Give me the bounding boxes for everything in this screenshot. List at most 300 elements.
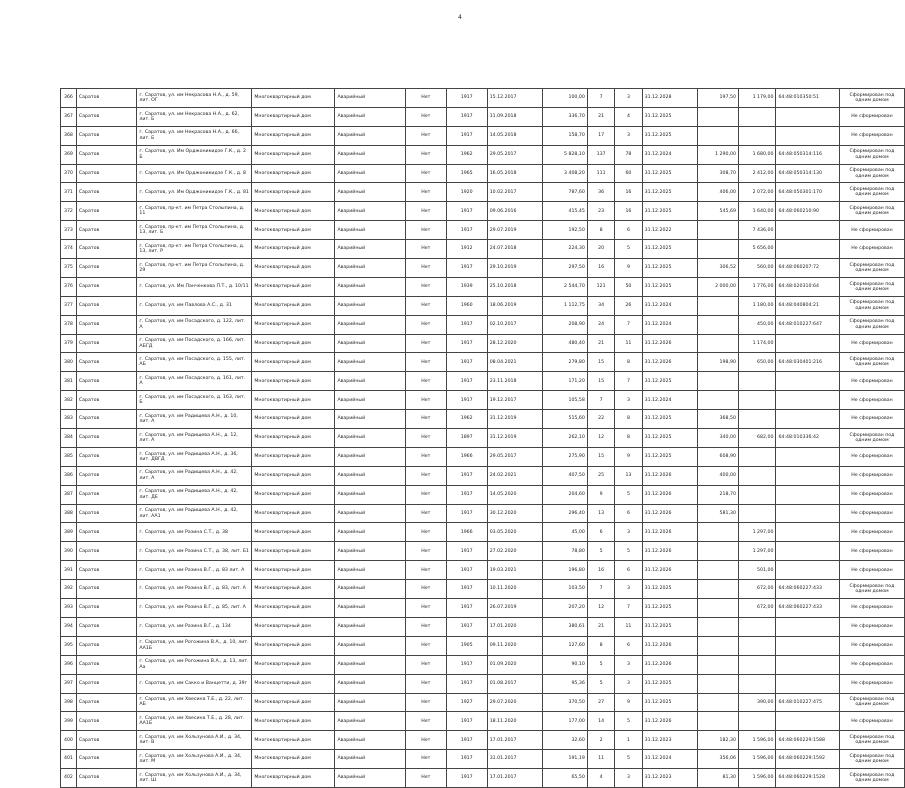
area-cell: 336,70	[542, 107, 587, 126]
area-cell: 100,00	[542, 89, 587, 108]
rooms-cell: 11	[615, 617, 642, 636]
table-row	[61, 504, 905, 523]
rooms-cell: 5	[615, 712, 642, 731]
year-cell: 1897	[446, 429, 487, 448]
rooms-cell: 5	[615, 542, 642, 561]
flag-cell: Нет	[405, 221, 446, 240]
residents-cell: 4	[587, 769, 614, 788]
rooms-cell: 5	[615, 750, 642, 769]
plot-status-cell: Сформирован под одним домом	[839, 145, 904, 164]
plot-status-cell: Не сформирован	[839, 372, 904, 391]
plot-status-cell: Сформирован под одним домом	[839, 353, 904, 372]
area-cell: 370,50	[542, 693, 587, 712]
plot-status-cell: Не сформирован	[839, 655, 904, 674]
city-cell: Саратов	[76, 296, 137, 315]
residents-cell: 16	[587, 561, 614, 580]
recognition-date-cell: 29.10.2019	[487, 259, 542, 278]
area-cell: 787,60	[542, 183, 587, 202]
flag-cell: Нет	[405, 674, 446, 693]
plot-area-cell	[738, 410, 776, 429]
recognition-date-cell: 08.04.2021	[487, 353, 542, 372]
address-cell: г. Саратов, ул. им Сакко и Ванцетти, д. 39г	[137, 674, 252, 693]
condition-cell: Аварийный	[335, 259, 405, 278]
address-cell: г. Саратов, ул. им Некрасова Н.А., д. 62, лит. Б	[137, 107, 252, 126]
flag-cell: Нет	[405, 485, 446, 504]
flag-cell: Нет	[405, 334, 446, 353]
cadastral-number-cell: 64:48:060207:72	[776, 259, 839, 278]
row-number: 386	[61, 466, 77, 485]
recognition-date-cell: 31.01.2017	[487, 750, 542, 769]
address-cell: г. Саратов, ул. им Хвесина Т.Е., д. 22, лит. АБ	[137, 693, 252, 712]
deadline-cell: 31.12.2024	[642, 750, 697, 769]
plot-status-cell: Сформирован под одним домом	[839, 296, 904, 315]
city-cell: Саратов	[76, 221, 137, 240]
cadastral-number-cell: 64:48:060227:433	[776, 599, 839, 618]
deadline-cell: 31.12.2025	[642, 429, 697, 448]
condition-cell: Аварийный	[335, 315, 405, 334]
flag-cell: Нет	[405, 202, 446, 221]
residents-cell: 15	[587, 372, 614, 391]
cadastral-number-cell	[776, 485, 839, 504]
deadline-cell: 31.12.2024	[642, 391, 697, 410]
row-number: 376	[61, 277, 77, 296]
flag-cell: Нет	[405, 655, 446, 674]
plot-area-cell	[738, 674, 776, 693]
condition-cell: Аварийный	[335, 655, 405, 674]
building-type-cell: Многоквартирный дом	[252, 183, 335, 202]
condition-cell: Аварийный	[335, 617, 405, 636]
residents-cell: 5	[587, 674, 614, 693]
cadastral-number-cell	[776, 655, 839, 674]
land-area-cell	[697, 126, 738, 145]
plot-status-cell: Сформирован под одним домом	[839, 89, 904, 108]
area-cell: 415,45	[542, 202, 587, 221]
flag-cell: Нет	[405, 410, 446, 429]
deadline-cell: 31.12.2026	[642, 712, 697, 731]
residents-cell: 15	[587, 353, 614, 372]
cadastral-number-cell	[776, 466, 839, 485]
area-cell: 207,20	[542, 599, 587, 618]
cadastral-number-cell	[776, 410, 839, 429]
land-area-cell: 197,50	[697, 89, 738, 108]
land-area-cell	[697, 655, 738, 674]
deadline-cell: 31.12.2026	[642, 561, 697, 580]
recognition-date-cell: 18.11.2020	[487, 712, 542, 731]
year-cell: 1917	[446, 391, 487, 410]
city-cell: Саратов	[76, 126, 137, 145]
table-row	[61, 580, 905, 599]
address-cell: г. Саратов, ул. им Радищева А.Н., д. 42, лит. ДЕ	[137, 485, 252, 504]
city-cell: Саратов	[76, 202, 137, 221]
plot-status-cell: Не сформирован	[839, 107, 904, 126]
condition-cell: Аварийный	[335, 561, 405, 580]
row-number: 396	[61, 655, 77, 674]
address-cell: г. Саратов, ул. им Некрасова Н.А., д. 66, лит. Б	[137, 126, 252, 145]
cadastral-number-cell	[776, 674, 839, 693]
rooms-cell: 9	[615, 447, 642, 466]
condition-cell: Аварийный	[335, 240, 405, 259]
land-area-cell: 340,00	[697, 429, 738, 448]
address-cell: г. Саратов, ул. им Хользунова А.И., д. 34, лит. Ш	[137, 769, 252, 788]
building-type-cell: Многоквартирный дом	[252, 334, 335, 353]
area-cell: 171,20	[542, 372, 587, 391]
row-number: 374	[61, 240, 77, 259]
recognition-date-cell: 10.11.2020	[487, 580, 542, 599]
building-type-cell: Многоквартирный дом	[252, 674, 335, 693]
rooms-cell: 5	[615, 485, 642, 504]
building-type-cell: Многоквартирный дом	[252, 315, 335, 334]
area-cell: 275,90	[542, 447, 587, 466]
plot-status-cell: Сформирован под одним домом	[839, 183, 904, 202]
plot-area-cell: 1 680,00	[738, 145, 776, 164]
cadastral-number-cell: 64:48:010336:42	[776, 429, 839, 448]
year-cell: 1917	[446, 372, 487, 391]
address-cell: г. Саратов, пр-кт. им Петра Столыпина, д. 13, лит. Б	[137, 221, 252, 240]
row-number: 398	[61, 693, 77, 712]
recognition-date-cell: 31.12.2019	[487, 429, 542, 448]
residents-cell: 11	[587, 750, 614, 769]
area-cell: 279,80	[542, 353, 587, 372]
year-cell: 1962	[446, 145, 487, 164]
rooms-cell: 16	[615, 202, 642, 221]
recognition-date-cell: 18.06.2019	[487, 296, 542, 315]
plot-status-cell: Не сформирован	[839, 485, 904, 504]
table-row	[61, 599, 905, 618]
recognition-date-cell: 23.11.2018	[487, 372, 542, 391]
year-cell: 1965	[446, 164, 487, 183]
address-cell: г. Саратов, ул. им Хвесина Т.Е., д. 28, лит. АА1Б	[137, 712, 252, 731]
table-row	[61, 466, 905, 485]
residents-cell: 121	[587, 277, 614, 296]
city-cell: Саратов	[76, 240, 137, 259]
building-type-cell: Многоквартирный дом	[252, 447, 335, 466]
table-row	[61, 523, 905, 542]
cadastral-number-cell	[776, 334, 839, 353]
land-area-cell	[697, 636, 738, 655]
address-cell: г. Саратов, ул. им Разина В.Г., д. 85, лит. А	[137, 599, 252, 618]
city-cell: Саратов	[76, 353, 137, 372]
recognition-date-cell: 10.02.2017	[487, 183, 542, 202]
land-area-cell: 2 000,00	[697, 277, 738, 296]
table-row	[61, 655, 905, 674]
land-area-cell: 182,30	[697, 731, 738, 750]
plot-area-cell: 682,00	[738, 429, 776, 448]
residents-cell: 5	[587, 542, 614, 561]
rooms-cell: 6	[615, 221, 642, 240]
land-area-cell	[697, 542, 738, 561]
address-cell: г. Саратов, ул. им Радищева А.Н., д. 42, лит. АА1	[137, 504, 252, 523]
flag-cell: Нет	[405, 580, 446, 599]
condition-cell: Аварийный	[335, 485, 405, 504]
rooms-cell: 5	[615, 240, 642, 259]
city-cell: Саратов	[76, 315, 137, 334]
flag-cell: Нет	[405, 466, 446, 485]
condition-cell: Аварийный	[335, 731, 405, 750]
row-number: 366	[61, 89, 77, 108]
year-cell: 1917	[446, 542, 487, 561]
building-type-cell: Многоквартирный дом	[252, 750, 335, 769]
deadline-cell: 31.12.2026	[642, 334, 697, 353]
plot-area-cell: 1 596,00	[738, 750, 776, 769]
area-cell: 297,50	[542, 259, 587, 278]
plot-status-cell: Сформирован под одним домом	[839, 750, 904, 769]
building-type-cell: Многоквартирный дом	[252, 391, 335, 410]
area-cell: 515,60	[542, 410, 587, 429]
row-number: 372	[61, 202, 77, 221]
building-type-cell: Многоквартирный дом	[252, 164, 335, 183]
plot-status-cell: Не сформирован	[839, 561, 904, 580]
plot-status-cell: Не сформирован	[839, 599, 904, 618]
rooms-cell: 6	[615, 561, 642, 580]
recognition-date-cell: 30.12.2020	[487, 504, 542, 523]
rooms-cell: 13	[615, 466, 642, 485]
residents-cell: 6	[587, 523, 614, 542]
table-row	[61, 693, 905, 712]
cadastral-number-cell	[776, 221, 839, 240]
row-number: 384	[61, 429, 77, 448]
year-cell: 1917	[446, 221, 487, 240]
table-row	[61, 769, 905, 788]
land-area-cell	[697, 296, 738, 315]
recognition-date-cell: 31.12.2019	[487, 410, 542, 429]
building-type-cell: Многоквартирный дом	[252, 542, 335, 561]
plot-status-cell: Не сформирован	[839, 617, 904, 636]
table-row	[61, 259, 905, 278]
row-number: 390	[61, 542, 77, 561]
year-cell: 1927	[446, 693, 487, 712]
cadastral-number-cell: 64:48:010227:475	[776, 693, 839, 712]
rooms-cell: 16	[615, 183, 642, 202]
rooms-cell: 4	[615, 107, 642, 126]
cadastral-number-cell	[776, 391, 839, 410]
deadline-cell: 31.12.2026	[642, 466, 697, 485]
table-row	[61, 617, 905, 636]
address-cell: г. Саратов, ул. им Посадского, д. 155, лит. АБ	[137, 353, 252, 372]
condition-cell: Аварийный	[335, 89, 405, 108]
area-cell: 45,00	[542, 523, 587, 542]
city-cell: Саратов	[76, 429, 137, 448]
land-area-cell	[697, 391, 738, 410]
city-cell: Саратов	[76, 580, 137, 599]
flag-cell: Нет	[405, 750, 446, 769]
city-cell: Саратов	[76, 674, 137, 693]
flag-cell: Нет	[405, 240, 446, 259]
city-cell: Саратов	[76, 617, 137, 636]
table-row	[61, 183, 905, 202]
table-row	[61, 221, 905, 240]
row-number: 391	[61, 561, 77, 580]
table-row	[61, 429, 905, 448]
deadline-cell: 31.12.2025	[642, 617, 697, 636]
city-cell: Саратов	[76, 712, 137, 731]
address-cell: г. Саратов, ул. им Разина В.Г., д. 134	[137, 617, 252, 636]
city-cell: Саратов	[76, 599, 137, 618]
rooms-cell: 8	[615, 353, 642, 372]
year-cell: 1917	[446, 126, 487, 145]
recognition-date-cell: 17.01.2017	[487, 769, 542, 788]
recognition-date-cell: 19.12.2017	[487, 391, 542, 410]
city-cell: Саратов	[76, 107, 137, 126]
row-number: 397	[61, 674, 77, 693]
deadline-cell: 31.12.2026	[642, 542, 697, 561]
rooms-cell: 3	[615, 580, 642, 599]
plot-status-cell: Сформирован под одним домом	[839, 769, 904, 788]
area-cell: 95,36	[542, 674, 587, 693]
city-cell: Саратов	[76, 89, 137, 108]
land-area-cell: 400,00	[697, 466, 738, 485]
condition-cell: Аварийный	[335, 769, 405, 788]
land-area-cell: 1 290,00	[697, 145, 738, 164]
address-cell: г. Саратов, ул. им Рогожина В.А., д. 13, лит. Аа	[137, 655, 252, 674]
row-number: 393	[61, 599, 77, 618]
row-number: 377	[61, 296, 77, 315]
condition-cell: Аварийный	[335, 636, 405, 655]
deadline-cell: 31.12.2026	[642, 655, 697, 674]
deadline-cell: 31.12.2025	[642, 580, 697, 599]
plot-status-cell: Сформирован под одним домом	[839, 164, 904, 183]
recognition-date-cell: 01.08.2017	[487, 674, 542, 693]
area-cell: 380,61	[542, 617, 587, 636]
land-area-cell: 356,06	[697, 750, 738, 769]
flag-cell: Нет	[405, 731, 446, 750]
rooms-cell: 6	[615, 504, 642, 523]
plot-area-cell	[738, 712, 776, 731]
land-area-cell: 608,90	[697, 447, 738, 466]
building-type-cell: Многоквартирный дом	[252, 296, 335, 315]
residents-cell: 9	[587, 485, 614, 504]
plot-area-cell: 1 640,00	[738, 202, 776, 221]
deadline-cell: 31.12.2025	[642, 674, 697, 693]
deadline-cell: 31.12.2025	[642, 164, 697, 183]
plot-status-cell: Не сформирован	[839, 636, 904, 655]
building-type-cell: Многоквартирный дом	[252, 466, 335, 485]
plot-area-cell: 672,00	[738, 580, 776, 599]
building-type-cell: Многоквартирный дом	[252, 580, 335, 599]
land-area-cell: 81,30	[697, 769, 738, 788]
residents-cell: 8	[587, 221, 614, 240]
plot-area-cell: 7 436,00	[738, 221, 776, 240]
condition-cell: Аварийный	[335, 277, 405, 296]
condition-cell: Аварийный	[335, 202, 405, 221]
area-cell: 78,80	[542, 542, 587, 561]
recognition-date-cell: 16.05.2018	[487, 164, 542, 183]
flag-cell: Нет	[405, 599, 446, 618]
cadastral-number-cell	[776, 542, 839, 561]
deadline-cell: 31.12.2028	[642, 89, 697, 108]
table-row	[61, 315, 905, 334]
residents-cell: 24	[587, 315, 614, 334]
building-type-cell: Многоквартирный дом	[252, 523, 335, 542]
page-number-marker: 4	[458, 14, 462, 21]
plot-status-cell: Сформирован под одним домом	[839, 693, 904, 712]
deadline-cell: 31.12.2026	[642, 504, 697, 523]
condition-cell: Аварийный	[335, 334, 405, 353]
row-number: 402	[61, 769, 77, 788]
plot-area-cell	[738, 447, 776, 466]
row-number: 368	[61, 126, 77, 145]
rooms-cell: 11	[615, 334, 642, 353]
flag-cell: Нет	[405, 561, 446, 580]
year-cell: 1917	[446, 259, 487, 278]
area-cell: 127,60	[542, 636, 587, 655]
plot-area-cell: 1 297,00	[738, 542, 776, 561]
area-cell: 196,80	[542, 561, 587, 580]
flag-cell: Нет	[405, 429, 446, 448]
building-type-cell: Многоквартирный дом	[252, 353, 335, 372]
condition-cell: Аварийный	[335, 296, 405, 315]
plot-status-cell: Не сформирован	[839, 391, 904, 410]
row-number: 369	[61, 145, 77, 164]
table-row	[61, 636, 905, 655]
residents-cell: 22	[587, 410, 614, 429]
row-number: 370	[61, 164, 77, 183]
plot-status-cell: Не сформирован	[839, 334, 904, 353]
year-cell: 1917	[446, 89, 487, 108]
plot-status-cell: Не сформирован	[839, 466, 904, 485]
plot-status-cell: Не сформирован	[839, 542, 904, 561]
row-number: 382	[61, 391, 77, 410]
rooms-cell: 78	[615, 145, 642, 164]
building-type-cell: Многоквартирный дом	[252, 655, 335, 674]
row-number: 401	[61, 750, 77, 769]
land-area-cell	[697, 599, 738, 618]
city-cell: Саратов	[76, 164, 137, 183]
address-cell: г. Саратов, ул. Им Панченкова П.Т., д. 10/11	[137, 277, 252, 296]
address-cell: г. Саратов, ул. Им Орджоникидзе Г.К., д. 2 Б	[137, 145, 252, 164]
rooms-cell: 6	[615, 636, 642, 655]
city-cell: Саратов	[76, 542, 137, 561]
emergency-housing-table	[60, 88, 905, 788]
cadastral-number-cell: 64:48:040804:21	[776, 296, 839, 315]
rooms-cell: 7	[615, 372, 642, 391]
row-number: 392	[61, 580, 77, 599]
flag-cell: Нет	[405, 636, 446, 655]
flag-cell: Нет	[405, 277, 446, 296]
recognition-date-cell: 11.09.2018	[487, 107, 542, 126]
table-row	[61, 164, 905, 183]
row-number: 378	[61, 315, 77, 334]
area-cell: 32,60	[542, 731, 587, 750]
city-cell: Саратов	[76, 636, 137, 655]
residents-cell: 12	[587, 599, 614, 618]
residents-cell: 2	[587, 731, 614, 750]
plot-area-cell: 650,00	[738, 353, 776, 372]
year-cell: 1917	[446, 504, 487, 523]
row-number: 381	[61, 372, 77, 391]
plot-area-cell: 5 656,00	[738, 240, 776, 259]
city-cell: Саратов	[76, 334, 137, 353]
deadline-cell: 31.12.2025	[642, 183, 697, 202]
rooms-cell: 3	[615, 674, 642, 693]
land-area-cell	[697, 334, 738, 353]
plot-area-cell: 1 297,00	[738, 523, 776, 542]
deadline-cell: 31.12.2025	[642, 693, 697, 712]
deadline-cell: 31.12.2026	[642, 485, 697, 504]
recognition-date-cell: 19.03.2021	[487, 561, 542, 580]
building-type-cell: Многоквартирный дом	[252, 731, 335, 750]
condition-cell: Аварийный	[335, 504, 405, 523]
rooms-cell: 1	[615, 731, 642, 750]
land-area-cell	[697, 315, 738, 334]
building-type-cell: Многоквартирный дом	[252, 599, 335, 618]
table-row	[61, 750, 905, 769]
recognition-date-cell: 15.12.2017	[487, 89, 542, 108]
plot-area-cell: 1 596,00	[738, 769, 776, 788]
row-number: 400	[61, 731, 77, 750]
plot-status-cell: Сформирован под одним домом	[839, 429, 904, 448]
rooms-cell: 60	[615, 164, 642, 183]
row-number: 399	[61, 712, 77, 731]
